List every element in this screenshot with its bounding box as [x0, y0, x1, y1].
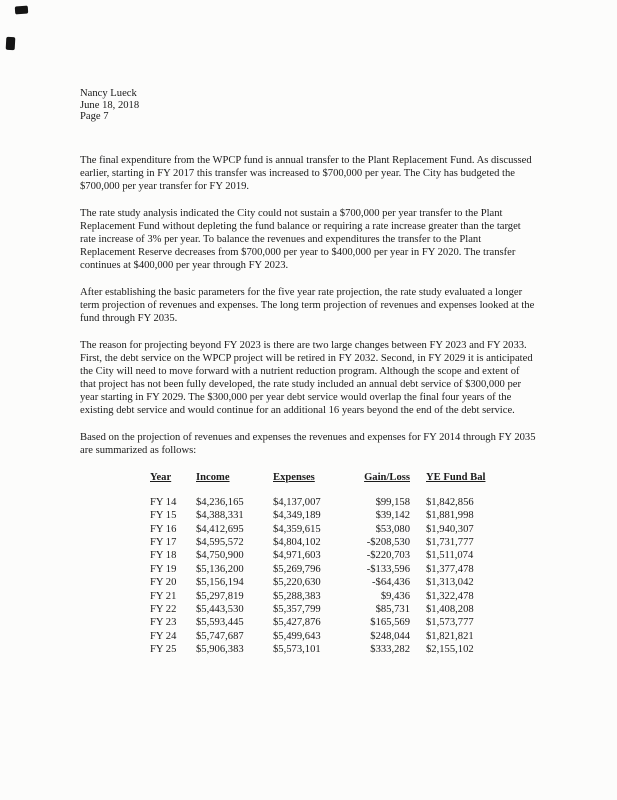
table-header-row — [150, 471, 506, 496]
letter-content — [80, 88, 538, 657]
table-row — [150, 576, 506, 589]
table-row — [150, 523, 506, 536]
table-row — [150, 643, 506, 656]
table-cell: $5,220,630 — [273, 577, 321, 589]
table-cell: $4,388,331 — [196, 510, 244, 522]
table-cell: -$220,703 — [366, 550, 410, 562]
table-cell: $5,136,200 — [196, 563, 244, 575]
table-cell: $4,412,695 — [196, 523, 244, 535]
table-row — [150, 549, 506, 562]
financial-table-container — [150, 471, 538, 657]
table-body — [150, 496, 506, 657]
table-row — [150, 630, 506, 643]
table-cell: $5,906,383 — [196, 644, 244, 656]
table-cell: $5,427,876 — [273, 617, 321, 629]
paragraph-summary-intro: Based on the projection of revenues and expenses the revenues and expenses for FY 2014 through FY 2035 are summarized as follows: — [80, 431, 536, 456]
table-cell: $5,357,799 — [273, 604, 321, 616]
table-header-ye-fund-bal: YE Fund Bal — [426, 471, 486, 483]
table-cell: $1,573,777 — [426, 617, 474, 629]
page-number: Page 7 — [80, 111, 109, 123]
scan-artifact — [15, 6, 29, 15]
table-cell: $1,731,777 — [426, 537, 474, 548]
table-cell: -$208,530 — [366, 537, 410, 548]
table-cell: $248,044 — [370, 630, 410, 642]
table-cell: $1,842,856 — [426, 496, 474, 508]
table-header-income: Income — [196, 471, 230, 483]
table-cell: -$133,596 — [366, 563, 410, 575]
table-cell: FY 15 — [150, 510, 177, 522]
table-row — [150, 496, 506, 509]
table-cell: $9,436 — [380, 590, 410, 602]
table-cell: FY 14 — [150, 496, 177, 508]
table-cell: $1,821,821 — [426, 630, 474, 642]
table-cell: FY 25 — [150, 644, 177, 656]
table-cell: $4,804,102 — [273, 537, 321, 548]
table-cell: $4,359,615 — [273, 523, 321, 535]
table-cell: $39,142 — [375, 510, 410, 522]
table-cell: FY 22 — [150, 604, 177, 616]
table-cell: $4,137,007 — [273, 496, 321, 508]
table-cell: FY 18 — [150, 550, 177, 562]
table-header-expenses: Expenses — [273, 471, 315, 483]
table-cell: $1,881,998 — [426, 510, 474, 522]
table-cell: $5,297,819 — [196, 590, 244, 602]
table-row — [150, 603, 506, 616]
letter-header — [80, 88, 538, 123]
paragraph-wpcp-transfer: The final expenditure from the WPCP fund is annual transfer to the Plant Replacement Fund. As discussed earlier, starting in FY 2017 this transfer was increased to $700,000 per year. The City has budgeted the $700,000 per year transfer for FY 2019. — [80, 154, 532, 192]
table-cell: $4,750,900 — [196, 550, 244, 562]
table-cell: FY 16 — [150, 523, 177, 535]
table-cell: $4,595,572 — [196, 537, 244, 548]
table-cell: $1,940,307 — [426, 523, 474, 535]
author-name: Nancy Lueck — [80, 88, 137, 99]
table-row — [150, 590, 506, 603]
table-cell: $5,499,643 — [273, 630, 321, 642]
table-cell: $5,269,796 — [273, 563, 321, 575]
table-cell: $1,408,208 — [426, 604, 474, 616]
table-cell: FY 24 — [150, 630, 177, 642]
table-cell: $1,511,074 — [426, 550, 474, 562]
table-cell: $4,971,603 — [273, 550, 321, 562]
table-cell: $4,236,165 — [196, 496, 244, 508]
table-head — [150, 471, 506, 496]
table-cell: $165,569 — [370, 617, 410, 629]
table-row — [150, 536, 506, 549]
table-cell: $5,288,383 — [273, 590, 321, 602]
table-cell: $1,313,042 — [426, 577, 474, 589]
financial-table — [150, 471, 506, 657]
table-cell: FY 17 — [150, 537, 177, 548]
table-cell: FY 23 — [150, 617, 177, 629]
table-cell: FY 20 — [150, 577, 177, 589]
table-cell: $53,080 — [375, 523, 410, 535]
paragraph-long-term-projection: After establishing the basic parameters for the five year rate projection, the rate study evaluated a longer term projection of revenues and expenses. The long term projection of revenues and expenses looked at the fund through FY 2035. — [80, 286, 535, 324]
table-cell: $5,593,445 — [196, 617, 244, 629]
table-cell: FY 21 — [150, 590, 177, 602]
table-cell: $99,158 — [375, 496, 410, 508]
table-header-year: Year — [150, 471, 172, 483]
table-cell: FY 19 — [150, 563, 177, 575]
table-cell: $333,282 — [370, 644, 410, 656]
table-row — [150, 509, 506, 522]
table-header-gain-loss: Gain/Loss — [364, 471, 410, 483]
table-row — [150, 616, 506, 629]
table-cell: -$64,436 — [372, 577, 410, 589]
table-cell: $5,156,194 — [196, 577, 244, 589]
table-cell: $2,155,102 — [426, 644, 474, 656]
table-row — [150, 563, 506, 576]
table-cell: $4,349,189 — [273, 510, 321, 522]
table-cell: $5,443,530 — [196, 604, 244, 616]
table-cell: $85,731 — [375, 604, 410, 616]
paragraph-projection-reason: The reason for projecting beyond FY 2023 is there are two large changes between FY 2023 and FY 2033. First, the debt service on the WPCP project will be retired in FY 2032. Second, in FY 2029 it is anticipated the City will need to move forward with a nutrient reduction program. Although the scope and extent of that project has not been fully developed, the rate study included an annual debt service of $300,000 per year starting in FY 2029. The $300,000 per year debt service would overlap the final four years of the existing debt service and would continue for an additional 16 years beyond the end of the debt service. — [80, 339, 533, 416]
table-cell: $5,573,101 — [273, 644, 321, 656]
scan-artifact — [6, 37, 16, 50]
table-cell: $1,322,478 — [426, 590, 474, 602]
paragraph-rate-study: The rate study analysis indicated the City could not sustain a $700,000 per year transfer to the Plant Replacement Fund without depleting the fund balance or requiring a rate increase greater than the target rate increase of 3% per year. To balance the revenues and expenditures the transfer to the Plant Replacement Reserve decreases from $700,000 per year to $400,000 per year in FY 2020. The transfer continues at $400,000 per year through FY 2023. — [80, 207, 521, 271]
table-cell: $1,377,478 — [426, 563, 474, 575]
letter-date: June 18, 2018 — [80, 99, 140, 111]
table-cell: $5,747,687 — [196, 630, 244, 642]
